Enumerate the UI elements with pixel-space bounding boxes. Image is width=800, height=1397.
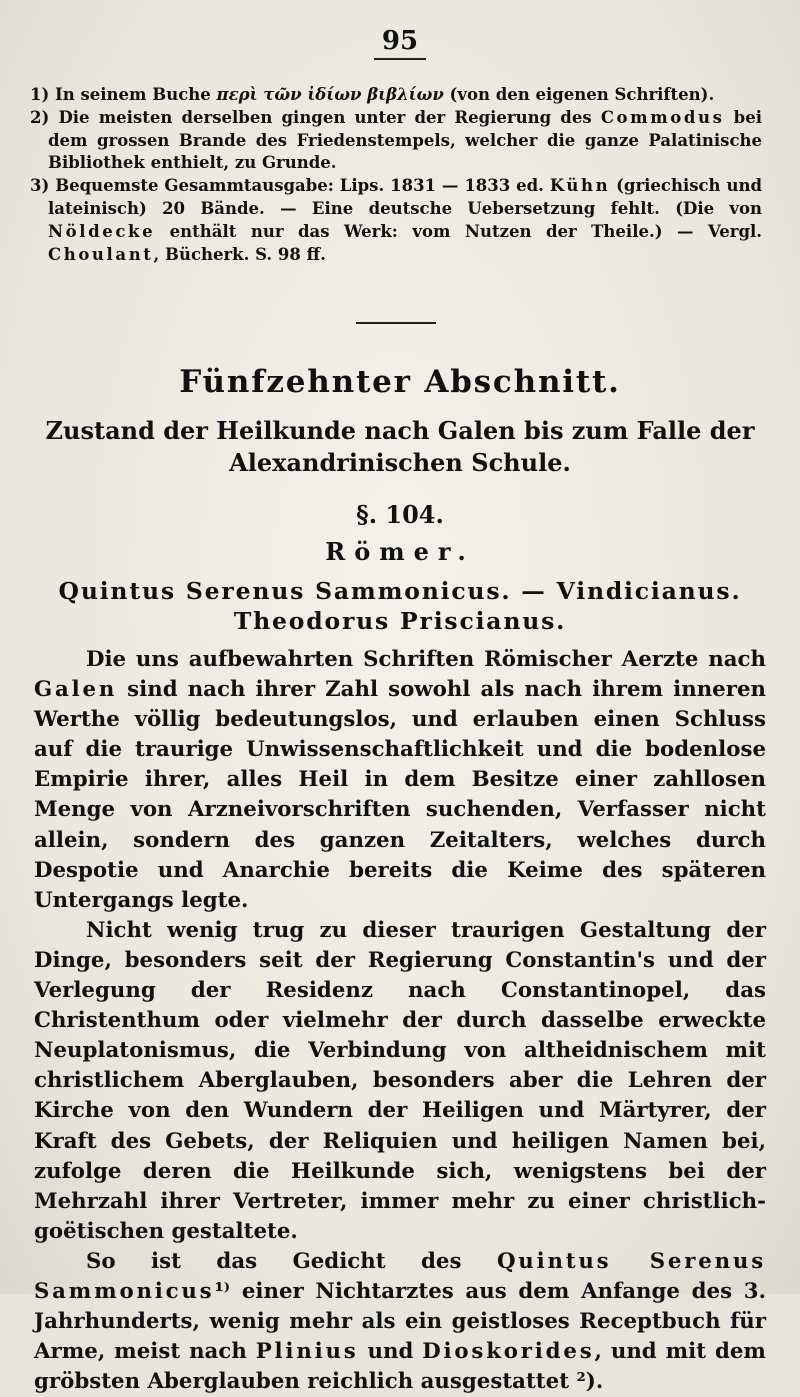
paragraph-text: So ist das Gedicht des [86, 1248, 497, 1274]
paragraph-text: Nicht wenig trug zu dieser traurigen Gestaltung der Dinge, besonders seit der Regierung Constantin's und der Verlegung der Residenz nach Constantinopel, das Christenthum oder vielmehr der durch dasselbe erweckte Neuplatonismus, die Verbindung von altheidnischem mit christlichem Aberglauben, besonders aber die Lehren der Kirche von den Wundern der Heiligen und Märtyrer, der Kraft des Gebets, der Reliquien und heiligen Namen bei, zufolge deren die Heilkunde sich, wenigstens bei der Mehrzahl ihrer Vertreter, immer mehr zu einer christlich-goëtischen gestaltete. [34, 917, 766, 1244]
footnote-marker: 2) [30, 107, 59, 127]
paragraph-text: Die uns aufbewahrten Schriften Römischer Aerzte nach [86, 647, 766, 672]
footnotes [30, 84, 762, 266]
footnote-marker: 1) [30, 85, 56, 104]
section-names: Quintus Serenus Sammonicus. — Vindicianus. Theodorus Priscianus. [58, 577, 742, 635]
paragraph-text: Dioskorides [422, 1339, 595, 1365]
footnote-text: bei dem grossen Brande des Friedenstempels, welcher die ganze Palatinische Bibliothek enthielt, zu Grunde. [48, 107, 762, 173]
paragraph-text: Quintus Serenus Sammonicus [34, 1248, 766, 1304]
page-number-text: 95 [374, 26, 426, 60]
paragraph [34, 1247, 766, 1397]
section-title: Römer. [325, 537, 475, 566]
paragraph [34, 916, 766, 1247]
paragraph-text: Plinius [255, 1339, 359, 1365]
footnote-text: Kühn [549, 176, 611, 196]
footnote-text: , Bücherk. S. 98 ff. [153, 244, 326, 264]
footnote [30, 175, 762, 266]
paragraph [34, 645, 766, 916]
paragraph-text: , und mit dem gröbsten Aberglauben reichlich ausgestattet ²). [34, 1339, 766, 1395]
separator-rule [356, 322, 436, 324]
section-number: §. 104. [356, 500, 444, 529]
footnote-text: Die meisten derselben gingen unter der Regierung des [58, 107, 601, 127]
chapter-title: Fünfzehnter Abschnitt. [179, 364, 621, 400]
footnote-marker: 3) [30, 176, 56, 196]
footnote-text: Choulant [48, 244, 154, 264]
footnote-text: Commodus [600, 107, 725, 127]
footnote-text: In seinem Buche [55, 85, 217, 104]
footnote-text: Nöldecke [48, 221, 156, 241]
page-number [0, 26, 800, 56]
footnote-text: Bequemste Gesammtausgabe: Lips. 1831 — 1833 ed. [55, 176, 550, 196]
footnote-text: περὶ τῶν ἰδίων βιβλίων [216, 85, 444, 104]
chapter-subtitle: Zustand der Heilkunde nach Galen bis zum Falle der Alexandrinischen Schule. [45, 416, 755, 477]
paragraph-text: sind nach ihrer Zahl sowohl als nach ihrem inneren Werthe völlig bedeutungslos, und erlauben einen Schluss auf die traurige Unwissenschaftlichkeit und die bodenlose Empirie ihrer, alles Heil in dem Besitze einer zahllosen Menge von Arzneivorschriften suchenden, Verfasser nicht allein, sondern des ganzen Zeitalters, welches durch Despotie und Anarchie bereits die Keime des späteren Untergangs legte. [34, 677, 766, 913]
footnote-text: (von den eigenen Schriften). [443, 85, 715, 104]
footnote-text: (griechisch und lateinisch) 20 Bände. — Eine deutsche Uebersetzung fehlt. (Die von [48, 176, 762, 218]
paragraph-text: ¹⁾ einer Nichtarztes aus dem Anfange des 3. Jahrhunderts, wenig mehr als ein geistloses Receptbuch für Arme, meist nach [34, 1278, 766, 1365]
body-text [34, 645, 766, 1397]
footnote [30, 84, 762, 107]
footnote-text: enthält nur das Werk: vom Nutzen der Theile.) — Vergl. [155, 221, 762, 241]
paragraph-text: Galen [34, 677, 118, 703]
footnote [30, 107, 762, 175]
paragraph-text: und [358, 1339, 423, 1365]
